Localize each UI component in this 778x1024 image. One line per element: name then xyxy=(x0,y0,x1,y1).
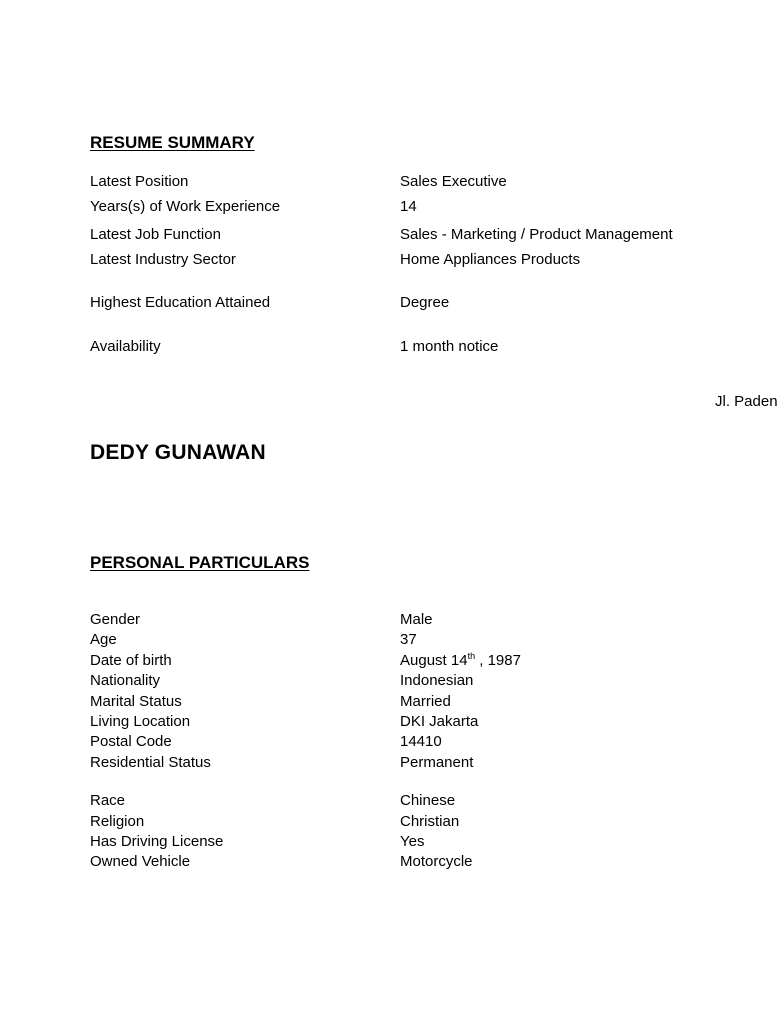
particular-label-age: Age xyxy=(90,631,117,648)
particular-label-driving-license: Has Driving License xyxy=(90,833,224,850)
particular-value-postal-code: 14410 xyxy=(400,733,442,750)
address-text: Jl. Paden xyxy=(715,393,778,410)
summary-value-availability: 1 month notice xyxy=(400,338,499,355)
particular-label-religion: Religion xyxy=(90,813,145,830)
particular-value-residential-status: Permanent xyxy=(400,754,474,771)
particular-value-date-of-birth xyxy=(400,652,521,670)
particular-value-driving-license: Yes xyxy=(400,833,425,850)
particular-value-race: Chinese xyxy=(400,792,456,809)
summary-label-job-function: Latest Job Function xyxy=(90,226,221,243)
particular-label-nationality: Nationality xyxy=(90,672,161,689)
dob-month-day: August 14 xyxy=(400,652,468,669)
summary-value-job-function: Sales - Marketing / Product Management xyxy=(400,226,673,243)
dob-ordinal-suffix: th xyxy=(467,651,476,661)
resume-summary-heading: RESUME SUMMARY xyxy=(90,133,255,152)
particular-label-postal-code: Postal Code xyxy=(90,733,172,750)
summary-label-availability: Availability xyxy=(90,338,161,355)
particular-label-gender: Gender xyxy=(90,611,141,628)
particular-label-date-of-birth: Date of birth xyxy=(90,652,172,669)
summary-label-work-experience: Years(s) of Work Experience xyxy=(90,198,281,215)
dob-year: , 1987 xyxy=(475,652,521,669)
summary-label-industry-sector: Latest Industry Sector xyxy=(90,251,236,268)
summary-value-industry-sector: Home Appliances Products xyxy=(400,251,581,268)
particular-value-gender: Male xyxy=(400,611,433,628)
summary-value-work-experience: 14 xyxy=(400,198,417,215)
particular-label-owned-vehicle: Owned Vehicle xyxy=(90,853,191,870)
particular-label-race: Race xyxy=(90,792,126,809)
personal-particulars-heading: PERSONAL PARTICULARS xyxy=(90,553,310,572)
particular-value-marital-status: Married xyxy=(400,693,451,710)
particular-value-owned-vehicle: Motorcycle xyxy=(400,853,473,870)
summary-label-latest-position: Latest Position xyxy=(90,173,189,190)
summary-value-latest-position: Sales Executive xyxy=(400,173,507,190)
particular-value-religion: Christian xyxy=(400,813,460,830)
particular-label-living-location: Living Location xyxy=(90,713,191,730)
particular-value-nationality: Indonesian xyxy=(400,672,474,689)
particular-value-age: 37 xyxy=(400,631,417,648)
particular-label-marital-status: Marital Status xyxy=(90,693,182,710)
summary-label-education: Highest Education Attained xyxy=(90,294,271,311)
particular-label-residential-status: Residential Status xyxy=(90,754,211,771)
summary-value-education: Degree xyxy=(400,294,450,311)
particular-value-living-location: DKI Jakarta xyxy=(400,713,479,730)
candidate-name: DEDY GUNAWAN xyxy=(90,441,266,464)
